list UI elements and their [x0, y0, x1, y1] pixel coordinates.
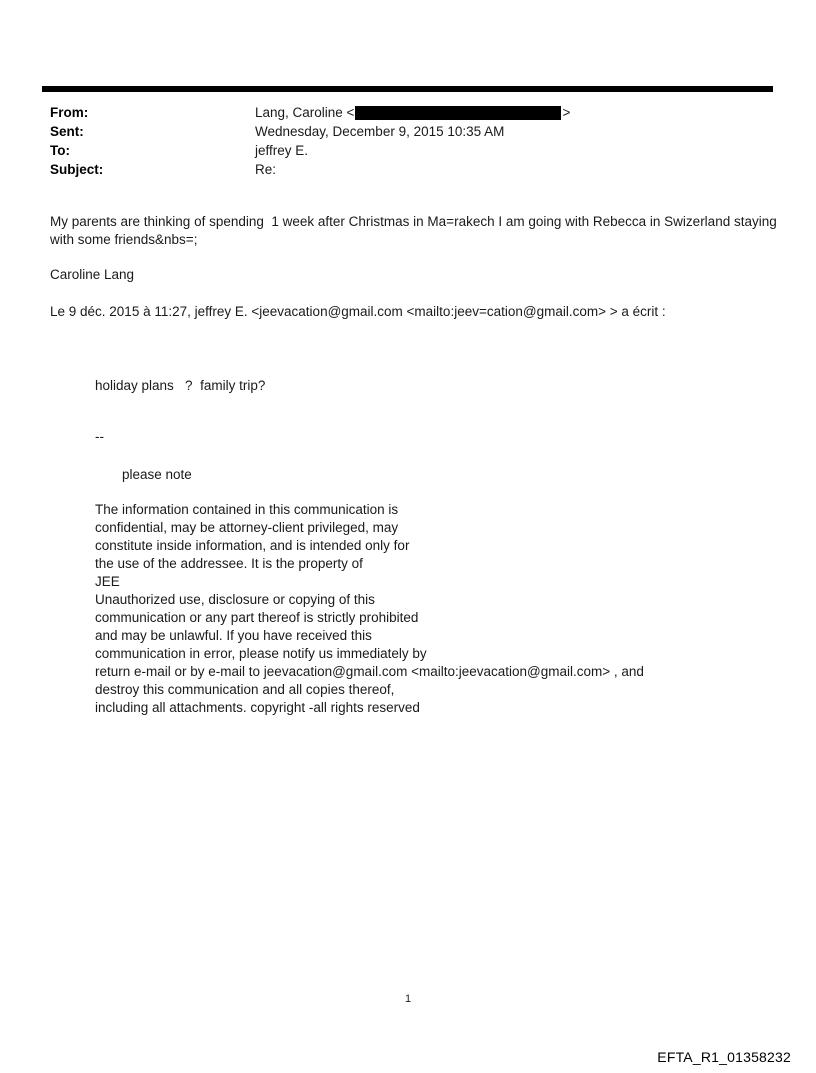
signature-separator: -- — [95, 429, 104, 444]
body-paragraph-line-1: My parents are thinking of spending 1 week after Christmas in Ma=rakech I am going with Rebecca in Swizerland staying — [50, 214, 777, 229]
from-label: From: — [50, 105, 89, 120]
sent-value: Wednesday, December 9, 2015 10:35 AM — [255, 124, 505, 139]
header-row-subject — [50, 160, 780, 179]
header-row-sent — [50, 122, 780, 141]
disclaimer-line: Unauthorized use, disclosure or copying of this — [95, 592, 375, 607]
header-row-from — [50, 103, 780, 122]
from-value-prefix: Lang, Caroline < — [255, 105, 355, 120]
disclaimer-line: The information contained in this communication is — [95, 502, 399, 517]
from-value — [255, 103, 570, 122]
email-header — [50, 103, 780, 179]
disclaimer-line: and may be unlawful. If you have received this — [95, 628, 372, 643]
header-row-to — [50, 141, 780, 160]
body-paragraph-line-2: with some friends&nbs=; — [50, 232, 198, 247]
subject-label: Subject: — [50, 162, 104, 177]
disclaimer-line: return e-mail or by e-mail to jeevacation@gmail.com <mailto:jeevacation@gmail.com> , and — [95, 664, 644, 679]
disclaimer-line: confidential, may be attorney-client privileged, may — [95, 520, 399, 535]
to-label: To: — [50, 143, 70, 158]
disclaimer-line: destroy this communication and all copies thereof, — [95, 682, 395, 697]
to-value: jeffrey E. — [255, 143, 309, 158]
disclaimer-line: including all attachments. copyright -all rights reserved — [95, 700, 420, 715]
redacted-email-address — [355, 106, 561, 120]
disclaimer-line: constitute inside information, and is intended only for — [95, 538, 410, 553]
disclaimer-line: JEE — [95, 574, 120, 589]
disclaimer-line: communication in error, please notify us immediately by — [95, 646, 427, 661]
subject-value: Re: — [255, 162, 277, 177]
page-number: 1 — [404, 993, 412, 1005]
header-divider-rule — [42, 86, 773, 92]
bates-number: EFTA_R1_01358232 — [657, 1049, 791, 1065]
disclaimer-heading: please note — [122, 467, 192, 482]
body-paragraph — [50, 213, 777, 249]
sender-signature: Caroline Lang — [50, 267, 135, 282]
quoted-message-text: holiday plans ? family trip? — [95, 378, 266, 393]
disclaimer-line: communication or any part thereof is strictly prohibited — [95, 610, 419, 625]
legal-disclaimer — [95, 501, 644, 717]
quoted-reply-attribution: Le 9 déc. 2015 à 11:27, jeffrey E. <jeevacation@gmail.com <mailto:jeev=cation@gmail.com> > a écrit : — [50, 304, 666, 319]
disclaimer-line: the use of the addressee. It is the property of — [95, 556, 363, 571]
sent-label: Sent: — [50, 124, 84, 139]
from-value-suffix: > — [562, 105, 571, 120]
